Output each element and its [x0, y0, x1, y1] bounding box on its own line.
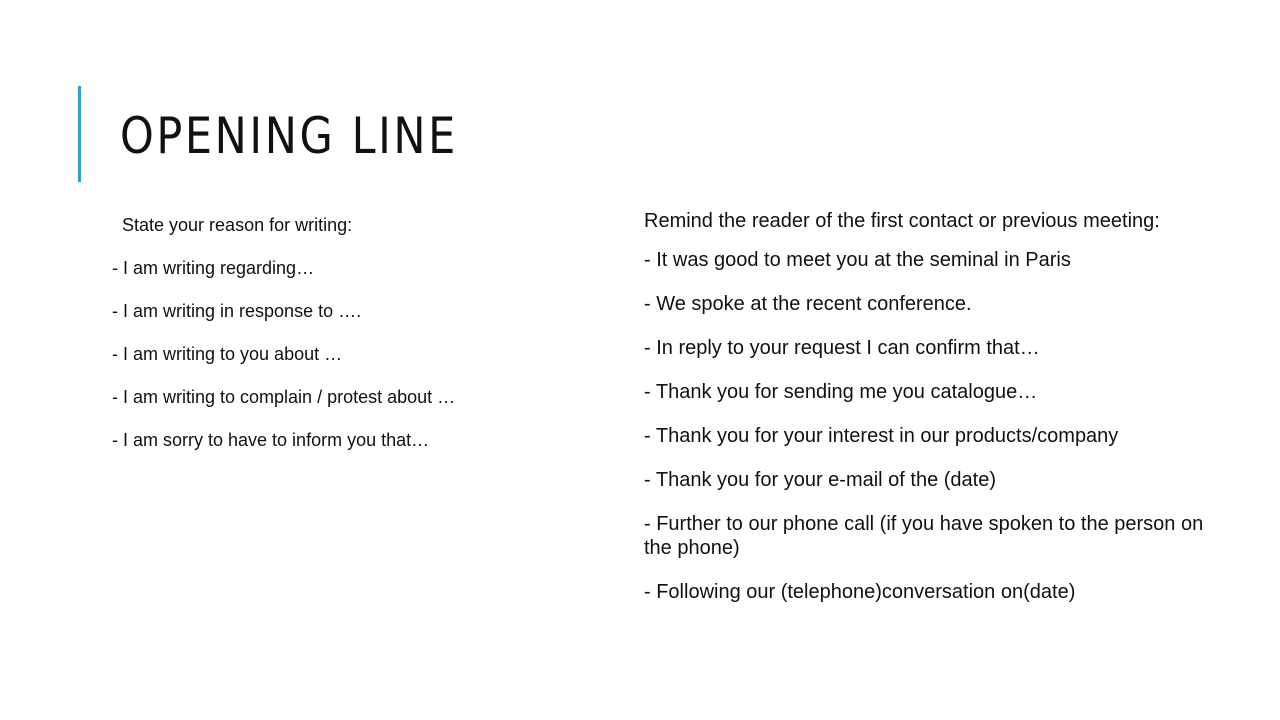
slide-title: OPENING LINE — [120, 107, 458, 165]
right-list-item: - Further to our phone call (if you have spoken to the person on the phone) — [644, 513, 1204, 559]
right-list-item: - We spoke at the recent conference. — [644, 293, 972, 315]
left-list-item: - I am sorry to have to inform you that… — [112, 430, 430, 450]
left-list-item: - I am writing to you about … — [112, 344, 343, 364]
right-column — [644, 209, 1234, 624]
left-list-item: - I am writing in response to …. — [112, 301, 362, 321]
right-list-item: - In reply to your request I can confirm that… — [644, 337, 1040, 359]
title-accent-bar — [78, 86, 81, 182]
left-list-item: - I am writing regarding… — [112, 258, 315, 278]
left-column-intro: State your reason for writing: — [122, 215, 353, 235]
right-list-item: - It was good to meet you at the seminal in Paris — [644, 249, 1071, 271]
left-column — [112, 210, 582, 468]
right-column-intro: Remind the reader of the first contact or previous meeting: — [644, 210, 1160, 232]
right-list-item: - Thank you for your e-mail of the (date) — [644, 469, 997, 491]
right-list-item: - Following our (telephone)conversation on(date) — [644, 581, 1076, 603]
right-list-item: - Thank you for your interest in our products/company — [644, 425, 1119, 447]
right-list-item: - Thank you for sending me you catalogue… — [644, 381, 1038, 403]
left-list-item: - I am writing to complain / protest about … — [112, 387, 456, 407]
